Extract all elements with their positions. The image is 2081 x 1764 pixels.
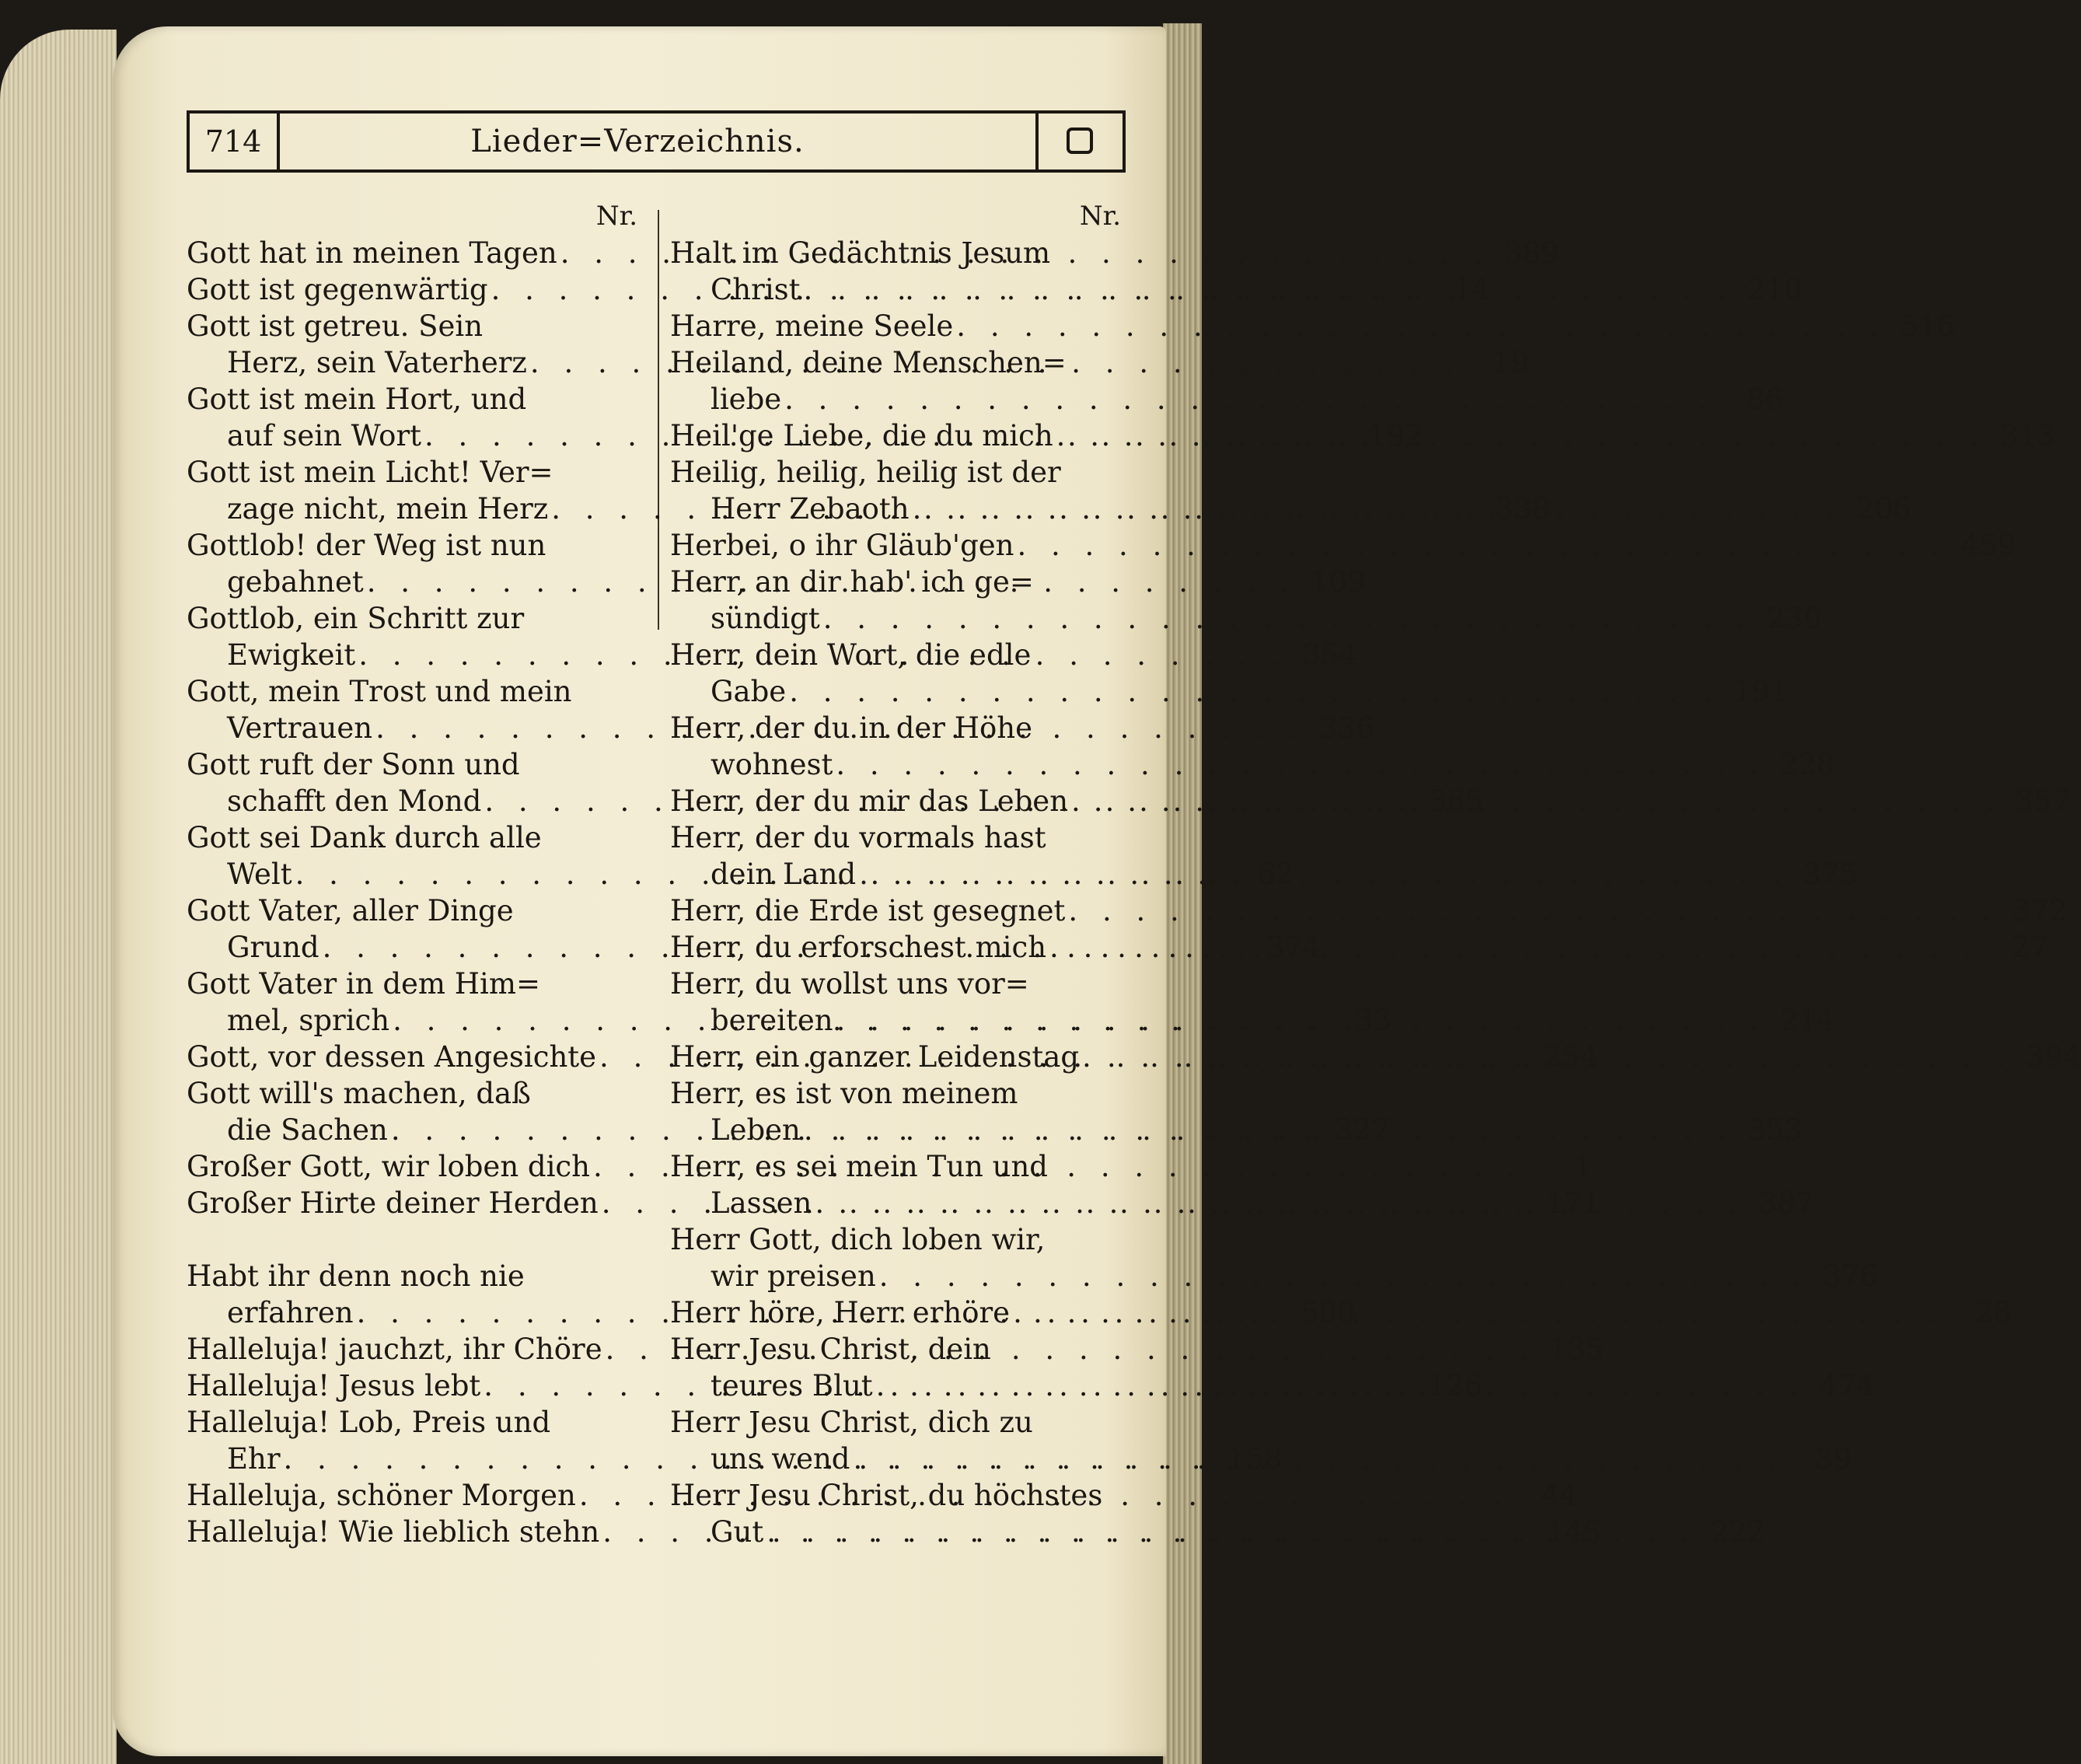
hymn-title-text: Herr höre, Herr erhöre — [670, 1296, 1011, 1329]
hymn-title-text: Herr Jesu Christ, du höchstes — [670, 1479, 1103, 1512]
hymn-entry-line — [670, 1148, 1130, 1185]
hymn-title-text: Herz, sein Vaterherz — [227, 346, 527, 379]
hymn-title-text: Gottlob! der Weg ist nun — [187, 529, 546, 562]
nr-column-label: Nr. — [1079, 201, 1121, 232]
hymn-title-text: Ewigkeit — [227, 638, 356, 672]
hymn-number: 86 — [1746, 382, 1784, 416]
hymn-entry-line — [187, 308, 647, 344]
hymn-title-text: Gut — [711, 1515, 764, 1549]
hymn-entry-line — [670, 1477, 1130, 1514]
hymn-entry-line — [187, 966, 647, 1002]
hymn-title-text: Herr, der du in der Höhe — [670, 711, 1033, 745]
hymn-title-text: Gott Vater, aller Dinge — [187, 894, 514, 927]
hymn-number: 28 — [1975, 1296, 2012, 1329]
hymn-number: 14 — [1453, 273, 1490, 306]
hymn-number: 171 — [1545, 1186, 1601, 1220]
hymn-title-text: Harre, meine Seele — [670, 309, 954, 343]
hymn-entry-line — [670, 1221, 1130, 1258]
hymn-entry-line — [670, 564, 1130, 600]
hymn-number: 372 — [2012, 894, 2068, 927]
hymn-number: 191 — [1733, 675, 1789, 708]
hymn-number: 27 — [2011, 931, 2048, 964]
hymn-number: 254 — [1543, 1040, 1598, 1074]
hymn-number: 357 — [2015, 784, 2070, 818]
hymn-title-text: Leben — [711, 1113, 801, 1147]
hymn-title-text: Herbei, o ihr Gläub'gen — [670, 529, 1014, 562]
leader-dots — [876, 1368, 1807, 1404]
hymn-title-text: Halleluja! Wie lieblich stehn — [187, 1515, 600, 1549]
hymn-title-text: Gott, mein Trost und mein — [187, 675, 572, 708]
hymn-number: 192 — [1368, 419, 1423, 452]
page-title: Lieder=Verzeichnis. — [470, 124, 805, 159]
hymn-entry — [670, 527, 2016, 564]
hymn-entry-line — [670, 600, 1822, 637]
hymn-number: 365 — [1428, 784, 1484, 818]
hymn-title-text: schafft den Mond — [227, 784, 482, 818]
hymn-title-text: Ehr — [227, 1442, 281, 1476]
hymn-entry-line — [187, 673, 647, 710]
hymn-number: 228 — [1779, 748, 1835, 781]
hymn-number: 516 — [1900, 309, 1956, 343]
hymn-number: 389 — [1503, 236, 1559, 270]
hymn-title-text: Welt — [227, 858, 292, 891]
hymn-number: 214 — [1779, 1004, 1835, 1037]
hymn-title-text: Gott ist getreu. Sein — [187, 309, 484, 343]
leader-dots — [1082, 1039, 2013, 1075]
hymn-title-text: Gott sei Dank durch alle — [187, 821, 542, 854]
leader-dots — [859, 856, 1789, 892]
hymn-entry-line — [670, 527, 2016, 564]
hymn-title-text: Gott, vor dessen Angesichte — [187, 1040, 597, 1074]
hymn-title-text: Herr, es ist von meinem — [670, 1077, 1018, 1110]
hymn-title-text: Habt ihr denn noch nie — [187, 1259, 525, 1293]
hymn-title-text: Gott ruft der Sonn und — [187, 748, 520, 781]
leader-dots — [766, 1514, 1697, 1550]
hymn-entry-line — [187, 1258, 647, 1294]
hymn-title-text: Grund — [227, 931, 319, 964]
hymn-entry-line — [187, 819, 647, 856]
hymn-title-text: die Sachen — [227, 1113, 388, 1147]
hymn-number: 206 — [1856, 492, 1912, 526]
hymn-number: 459 — [1961, 529, 2016, 562]
hymn-title-text: Herr Gott, dich loben wir, — [670, 1223, 1046, 1256]
hymn-title-text: Herr Zebaoth — [711, 492, 910, 526]
leader-dots — [854, 1441, 1784, 1477]
hymn-number: 374 — [1266, 931, 1322, 964]
hymn-title-text: Herr, es sei mein Tun und — [670, 1150, 1048, 1183]
leader-dots — [1056, 417, 1987, 454]
leader-dots — [879, 1258, 1810, 1294]
hymn-number: 109 — [1311, 565, 1366, 599]
leader-dots — [1013, 1294, 1943, 1331]
hymn-title-text: Heiland, deine Menschen= — [670, 346, 1067, 379]
hymn-title-text: dein Land — [711, 858, 857, 891]
hymn-number: 1 — [1573, 1150, 1592, 1183]
leader-dots — [789, 673, 1720, 710]
hymn-title-text: Gottlob, ein Schritt zur — [187, 602, 525, 635]
hymn-number: 313 — [1999, 419, 2055, 452]
hymn-title-text: Gott ist mein Hort, und — [187, 382, 527, 416]
square-marker-icon — [1067, 127, 1093, 154]
hymn-title-text: Vertrauen — [227, 711, 373, 745]
hymn-title-text: Gott ist gegenwärtig — [187, 273, 488, 306]
leader-dots — [913, 491, 1843, 527]
hymn-title-text: Gabe — [711, 675, 787, 708]
hymn-number: 33 — [1354, 1004, 1391, 1037]
leader-dots — [804, 1112, 1734, 1148]
hymn-title-text: Christ — [711, 273, 801, 306]
hymn-title-text: Herr, dein Wort, die edle — [670, 638, 1032, 672]
hymn-title-text: Herr, die Erde ist gesegnet — [670, 894, 1066, 927]
hymn-number: 354 — [1302, 638, 1358, 672]
hymn-entry-line — [187, 600, 647, 637]
header-marker-cell — [1035, 114, 1123, 169]
hymn-entry — [670, 892, 2068, 929]
hymn-title-text: gebahnet — [227, 565, 364, 599]
hymn-number: 62 — [1257, 858, 1294, 891]
hymn-entry-line — [670, 966, 1130, 1002]
hymn-number: 387 — [1758, 1186, 1814, 1220]
hymn-title-text: Gott will's machen, daß — [187, 1077, 531, 1110]
leader-dots — [1071, 783, 2002, 819]
hymn-number: 126 — [1427, 1369, 1483, 1402]
hymn-title-text: liebe — [711, 382, 782, 416]
hymn-number: 210 — [1747, 273, 1803, 306]
hymn-entry-line — [187, 1075, 647, 1112]
leader-dots — [956, 308, 1887, 344]
hymn-number: 327 — [1335, 1113, 1390, 1147]
hymn-entry-line — [670, 1075, 1130, 1112]
leader-dots — [823, 600, 1754, 637]
hymn-title-text: Großer Hirte deiner Herden — [187, 1186, 599, 1220]
hymn-entry-line — [187, 527, 647, 564]
hymn-number: 39 — [1815, 1442, 1852, 1476]
leader-dots — [836, 746, 1766, 783]
hymn-title-text: Halleluja! Lob, Preis und — [187, 1406, 551, 1439]
hymn-title-text: Herr, du wollst uns vor= — [670, 967, 1029, 1001]
nr-column-label: Nr. — [595, 201, 637, 232]
hymn-entry-line — [670, 637, 1130, 673]
leader-dots — [1068, 892, 1999, 929]
hymn-title-text: Halleluja! Jesus lebt — [187, 1369, 481, 1402]
hymn-title-text: Herr, an dir hab' ich ge= — [670, 565, 1034, 599]
hymn-entry-line — [670, 819, 1130, 856]
hymn-entry-line — [670, 344, 1130, 381]
hymn-number: 135 — [1549, 1333, 1604, 1366]
section-gap — [187, 1221, 647, 1258]
hymn-entry-line — [670, 454, 1130, 491]
page-number: 714 — [190, 114, 280, 169]
hymn-title-text: Halleluja, schöner Morgen — [187, 1479, 576, 1512]
hymn-title-text: Halleluja! jauchzt, ihr Chöre — [187, 1333, 602, 1366]
hymn-entry-line — [670, 1404, 1130, 1441]
hymn-entry-line — [670, 673, 1789, 710]
hymn-title-text: teures Blut — [711, 1369, 873, 1402]
hymn-title-text: Großer Gott, wir loben dich — [187, 1150, 590, 1183]
hymn-title-text: Herr Jesu Christ, dein — [670, 1333, 991, 1366]
hymn-title-text: Herr, ein ganzer Leidenstag — [670, 1040, 1080, 1074]
hymn-title-text: zage nicht, mein Herz — [227, 492, 549, 526]
hymn-number: 230 — [1766, 602, 1822, 635]
hymn-title-text: Herr Jesu Christ, dich zu — [670, 1406, 1033, 1439]
hymn-number: 394 — [2026, 1040, 2081, 1074]
hymn-entry-line — [187, 381, 647, 417]
hymn-number: 158 — [1227, 1442, 1283, 1476]
leader-dots — [1017, 527, 1947, 564]
hymn-number: 338 — [1495, 492, 1551, 526]
hymn-title-text: bereiten — [711, 1004, 833, 1037]
hymn-entry-line — [670, 235, 1130, 271]
hymn-entry-line — [187, 892, 647, 929]
hymn-entry-line — [670, 710, 1130, 746]
leader-dots — [1049, 929, 1980, 966]
hymn-title-text: Halt im Gedächtnis Jesum — [670, 236, 1051, 270]
hymn-title-text: Heilig, heilig, heilig ist der — [670, 456, 1061, 489]
hymn-title-text: Gott Vater in dem Him= — [187, 967, 540, 1001]
hymn-entry — [670, 308, 1956, 344]
hymn-title-text: mel, sprich — [227, 1004, 390, 1037]
hymn-entry-line — [670, 381, 1784, 417]
hymn-entry — [670, 1221, 1878, 1294]
hymn-title-text: wir preisen — [711, 1259, 876, 1293]
leader-dots — [836, 1002, 1767, 1039]
hymn-entry-line — [670, 308, 1956, 344]
hymn-title-text: Gott hat in meinen Tagen — [187, 236, 557, 270]
hymn-number: 222 — [1710, 1515, 1766, 1549]
book-page-edges — [0, 30, 117, 1764]
hymn-number: 19 — [1492, 346, 1529, 379]
hymn-title-text: Herr, du erforschest mich — [670, 931, 1047, 964]
hymn-title-text: Heil'ge Liebe, die du mich — [670, 419, 1053, 452]
hymn-number: 44 — [1541, 1479, 1578, 1512]
hymn-title-text: wohnest — [711, 748, 833, 781]
hymn-number: 145 — [1546, 1515, 1602, 1549]
hymn-number: 500 — [1300, 1296, 1356, 1329]
hymn-entry-line — [670, 1331, 1130, 1368]
hymn-title-text: erfahren — [227, 1296, 354, 1329]
hymn-title-text: auf sein Wort — [227, 419, 422, 452]
leader-dots — [804, 271, 1734, 308]
hymn-number: 474 — [1819, 1369, 1875, 1402]
page-header — [187, 110, 1126, 173]
hymn-number: 336 — [1319, 711, 1374, 745]
hymn-entry-line — [187, 454, 647, 491]
hymn-title-text: Lassen — [711, 1186, 812, 1220]
hymn-title-text: sündigt — [711, 602, 820, 635]
leader-dots — [815, 1185, 1745, 1221]
hymn-entry-line — [670, 892, 2068, 929]
hymn-title-text: Herr, der du vormals hast — [670, 821, 1046, 854]
hymn-number: 376 — [1823, 1259, 1878, 1293]
hymn-title-text: Herr, der du mir das Leben — [670, 784, 1069, 818]
hymn-entry-line — [670, 1258, 1878, 1294]
hymn-number: 375 — [1803, 858, 1859, 891]
hymn-entry-line — [670, 746, 1835, 783]
hymn-number: 353 — [1748, 1113, 1803, 1147]
leader-dots — [784, 381, 1715, 417]
hymn-title-text: Gott ist mein Licht! Ver= — [187, 456, 553, 489]
hymn-entry-line — [187, 1404, 647, 1441]
hymn-entry-line — [187, 746, 647, 783]
hymn-title-text: uns wend — [711, 1442, 850, 1476]
